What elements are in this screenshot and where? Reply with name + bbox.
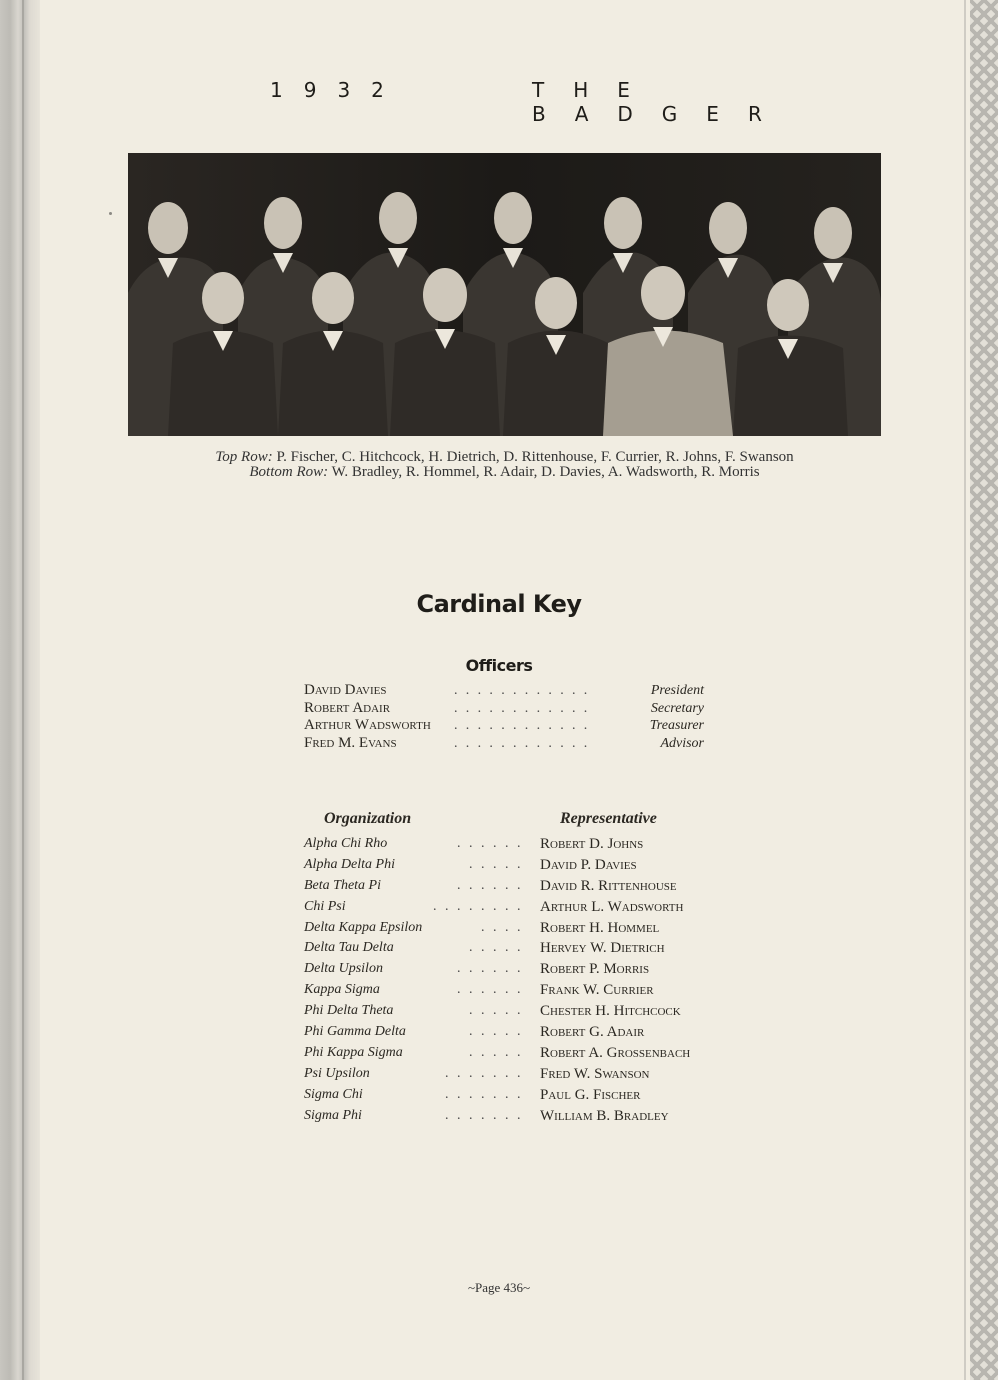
officer-role: Treasurer (649, 718, 704, 733)
representative-name: Chester H. Hitchcock (540, 1003, 681, 1020)
caption-top-names: P. Fischer, C. Hitchcock, H. Dietrich, D. Rittenhouse, F. Currier, R. Johns, F. Swanson (276, 449, 794, 465)
representative-column-header: Representative (560, 810, 657, 827)
caption-bottom-row (128, 465, 881, 480)
representative-name: Frank W. Currier (540, 982, 654, 999)
leader-dots: ............ (454, 735, 596, 751)
leader-dots: ....... (445, 1065, 529, 1081)
leader-dots: ..... (469, 1003, 529, 1019)
representative-name: Arthur L. Wadsworth (540, 898, 684, 915)
leader-dots: ...... (457, 982, 529, 998)
caption-bottom-label: Bottom Row: (249, 464, 329, 480)
representative-name: Robert G. Adair (540, 1024, 645, 1041)
page-title: Cardinal Key (416, 590, 582, 618)
officer-role: Secretary (650, 700, 704, 716)
decorative-right-border (970, 0, 998, 1380)
organization-name: Sigma Phi (304, 1107, 362, 1123)
representative-name: Fred W. Swanson (540, 1065, 650, 1082)
officer-role: Advisor (660, 735, 704, 751)
table-row (304, 1045, 724, 1066)
table-row (304, 982, 724, 1003)
table-row (304, 836, 724, 857)
table-row (304, 1024, 724, 1045)
organization-name: Sigma Chi (304, 1086, 363, 1102)
representative-name: Robert P. Morris (540, 961, 650, 978)
running-head-title: THE BADGER (532, 78, 791, 126)
caption-top-row (128, 450, 881, 465)
table-row (304, 940, 724, 961)
leader-dots: ..... (469, 856, 529, 872)
officer-role: President (650, 683, 704, 698)
representative-name: Robert A. Grossenbach (540, 1044, 691, 1061)
table-row (304, 899, 724, 920)
organization-name: Beta Theta Pi (304, 877, 381, 893)
leader-dots: .... (481, 919, 529, 935)
running-head-year: 1932 (270, 78, 405, 102)
caption-bottom-names: W. Bradley, R. Hommel, R. Adair, D. Davies, A. Wadsworth, R. Morris (331, 464, 760, 480)
representative-name: David R. Rittenhouse (540, 877, 677, 894)
table-row (304, 1108, 724, 1129)
organization-name: Phi Kappa Sigma (304, 1044, 403, 1060)
organization-column-header: Organization (324, 810, 412, 827)
table-row (304, 920, 724, 941)
page-number: ~Page 436~ (467, 1280, 531, 1295)
organization-name: Psi Upsilon (304, 1065, 370, 1081)
leader-dots: ............ (454, 683, 596, 698)
organization-name: Kappa Sigma (304, 982, 380, 998)
leader-dots: ....... (445, 1107, 529, 1123)
officer-row (304, 735, 704, 753)
table-row (304, 961, 724, 982)
leader-dots: ..... (469, 1024, 529, 1040)
organization-name: Delta Kappa Epsilon (304, 919, 423, 935)
leader-dots: ............ (454, 718, 596, 733)
left-binding-edge (0, 0, 40, 1380)
leader-dots: ..... (469, 1044, 529, 1060)
leader-dots: ........ (433, 898, 529, 914)
photo-caption (128, 450, 881, 480)
leader-dots: ............ (454, 700, 596, 716)
leader-dots: ...... (457, 961, 529, 977)
officers-list (304, 682, 704, 752)
table-row (304, 1087, 724, 1108)
officer-row (304, 682, 704, 700)
leader-dots: ....... (445, 1086, 529, 1102)
leader-dots: ..... (469, 940, 529, 956)
organization-name: Alpha Chi Rho (304, 836, 388, 851)
table-row (304, 1066, 724, 1087)
organization-name: Delta Tau Delta (304, 940, 394, 956)
representative-name: David P. Davies (540, 856, 637, 873)
officer-name: David Davies (304, 682, 387, 698)
officer-name: Fred M. Evans (304, 734, 397, 751)
officer-row (304, 717, 704, 735)
caption-top-label: Top Row: (215, 449, 273, 465)
officer-name: Arthur Wadsworth (304, 717, 431, 733)
officer-name: Robert Adair (304, 699, 391, 716)
representative-name: Robert D. Johns (540, 836, 644, 852)
representative-name: Robert H. Hommel (540, 919, 660, 936)
organization-name: Alpha Delta Phi (304, 856, 395, 872)
officers-heading: Officers (465, 656, 533, 675)
group-photo-image (128, 153, 881, 436)
officer-row (304, 700, 704, 718)
running-head (270, 78, 930, 126)
representative-name: Paul G. Fischer (540, 1086, 641, 1103)
organization-name: Phi Delta Theta (304, 1003, 394, 1019)
organization-name: Chi Psi (304, 898, 346, 914)
paper-speck (109, 212, 112, 215)
table-row (304, 878, 724, 899)
organization-name: Phi Gamma Delta (304, 1024, 406, 1040)
leader-dots: ...... (457, 836, 529, 851)
representative-name: William B. Bradley (540, 1107, 669, 1124)
table-row (304, 1003, 724, 1024)
leader-dots: ...... (457, 877, 529, 893)
group-photo (128, 153, 881, 436)
representative-name: Hervey W. Dietrich (540, 940, 665, 957)
representatives-table (304, 836, 724, 1128)
organization-name: Delta Upsilon (304, 961, 383, 977)
table-row (304, 857, 724, 878)
